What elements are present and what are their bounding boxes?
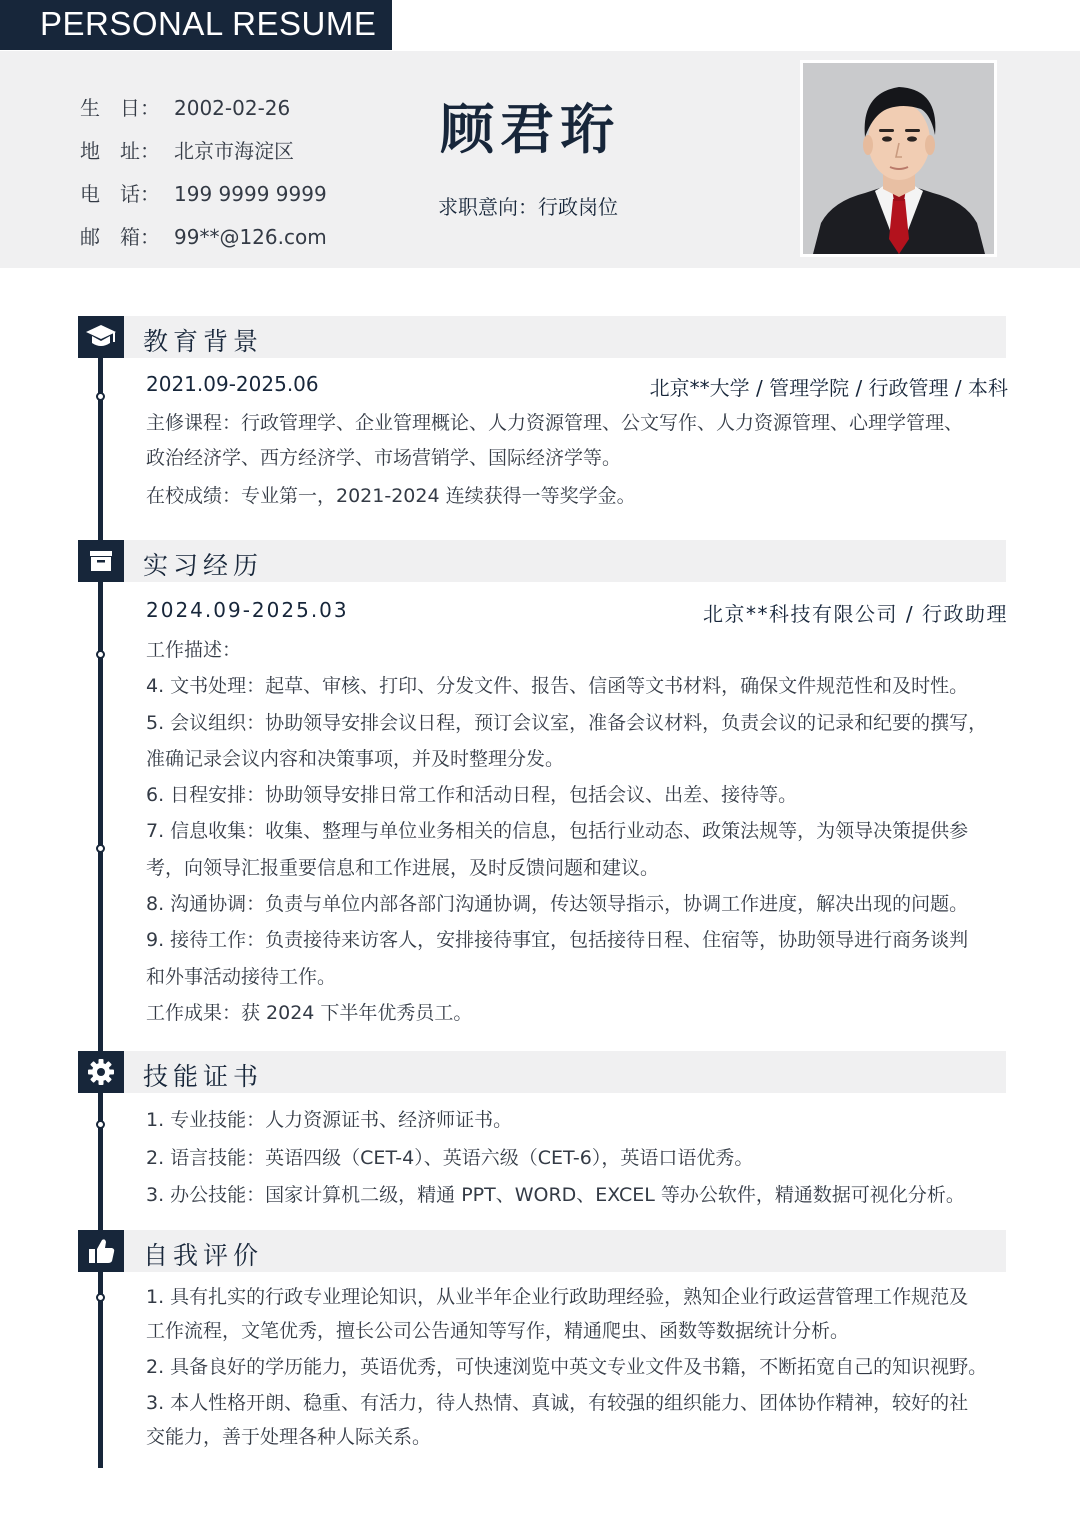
section-title: 实习经历 xyxy=(143,551,264,580)
text-line: 准确记录会议内容和决策事项，并及时整理分发。 xyxy=(146,747,565,770)
timeline-dot xyxy=(96,1120,105,1129)
header-panel xyxy=(0,51,1080,268)
timeline-dot xyxy=(96,650,105,659)
text-line: 6. 日程安排：协助领导安排日常工作和活动日程，包括会议、出差、接待等。 xyxy=(146,784,798,807)
section-header-education xyxy=(78,316,1006,358)
info-label: 电 话： xyxy=(80,182,160,206)
text-line: 主修课程：行政管理学、企业管理概论、人力资源管理、公文写作、人力资源管理、心理学管理、 xyxy=(146,412,964,434)
text-line: 2. 具备良好的学历能力，英语优秀，可快速浏览中英文专业文件及书籍，不断拓宽自己的知识视野。 xyxy=(146,1356,988,1378)
text-line: 2. 语言技能：英语四级（CET-4）、英语六级（CET-6），英语口语优秀。 xyxy=(146,1146,754,1169)
section-title: 教育背景 xyxy=(143,327,264,356)
section-title: 技能证书 xyxy=(143,1062,264,1091)
timeline-dot xyxy=(96,392,105,401)
text-line: 工作流程，文笔优秀，擅长公司公告通知等写作，精通爬虫、函数等数据统计分析。 xyxy=(146,1320,850,1342)
info-value: 99**@126.com xyxy=(174,225,327,249)
info-value: 2002-02-26 xyxy=(174,96,291,120)
section-header-skills xyxy=(78,1051,1006,1093)
text-line: 1. 专业技能：人力资源证书、经济师证书。 xyxy=(146,1109,513,1131)
info-value: 北京市海淀区 xyxy=(174,139,294,163)
education-text xyxy=(146,406,1010,514)
text-line: 工作描述： xyxy=(146,639,242,661)
job-intent xyxy=(438,191,618,220)
banner-title: PERSONAL RESUME xyxy=(40,5,377,42)
title-banner xyxy=(0,0,392,50)
text-line: 8. 沟通协调：负责与单位内部各部门沟通协调，传达领导指示，协调工作进度，解决出现的问题。 xyxy=(146,893,969,916)
info-value: 199 9999 9999 xyxy=(174,182,327,206)
timeline-dot xyxy=(96,844,105,853)
text-line: 7. 信息收集：收集、整理与单位业务相关的信息，包括行业动态、政策法规等，为领导决策提供参 xyxy=(146,820,969,843)
text-line: 和外事活动接待工作。 xyxy=(146,965,337,988)
text-line: 3. 办公技能：国家计算机二级，精通 PPT、WORD、EXCEL 等办公软件，精通数据可视化分析。 xyxy=(146,1184,965,1206)
candidate-name: 顾君珩 xyxy=(440,97,620,161)
info-label: 生 日： xyxy=(80,96,160,120)
self-eval-text xyxy=(146,1280,1010,1454)
thumbs-up-icon xyxy=(78,1230,124,1272)
gear-icon xyxy=(78,1051,124,1093)
section-title: 自我评价 xyxy=(143,1241,264,1270)
graduation-cap-icon xyxy=(78,316,124,358)
text-line: 9. 接待工作：负责接待来访客人，安排接待事宜，包括接待日程、住宿等，协助领导进行商务谈判 xyxy=(146,929,969,952)
profile-photo xyxy=(800,60,997,257)
portrait-illustration xyxy=(803,63,994,254)
internship-text xyxy=(146,632,1010,1031)
text-line: 政治经济学、西方经济学、市场营销学、国际经济学等。 xyxy=(146,447,622,469)
text-line: 1. 具有扎实的行政专业理论知识，从业半年企业行政助理经验，熟知企业行政运营管理工作规范及 xyxy=(146,1286,969,1308)
skills-text xyxy=(146,1102,1010,1215)
section-header-self-evaluation xyxy=(78,1230,1006,1272)
job-intent-label: 求职意向： xyxy=(438,195,538,219)
job-intent-value: 行政岗位 xyxy=(538,195,618,219)
info-birthday xyxy=(80,92,290,122)
text-line: 工作成果：获 2024 下半年优秀员工。 xyxy=(146,1001,473,1024)
archive-box-icon xyxy=(78,540,124,582)
text-line: 5. 会议组织：协助领导安排会议日程，预订会议室，准备会议材料，负责会议的记录和纪要的撰写， xyxy=(146,711,988,734)
section-header-internship xyxy=(78,540,1006,582)
info-label: 邮 箱： xyxy=(80,225,160,249)
education-school: 北京**大学 / 管理学院 / 行政管理 / 本科 xyxy=(649,376,1008,400)
internship-company: 北京**科技有限公司 / 行政助理 xyxy=(703,602,1008,626)
text-line: 交能力，善于处理各种人际关系。 xyxy=(146,1426,432,1448)
internship-period: 2024.09-2025.03 xyxy=(146,598,349,622)
text-line: 在校成绩：专业第一，2021-2024 连续获得一等奖学金。 xyxy=(146,485,636,507)
info-address xyxy=(80,135,294,165)
timeline-dot xyxy=(96,1293,105,1302)
text-line: 3. 本人性格开朗、稳重、有活力，待人热情、真诚，有较强的组织能力、团体协作精神，较好的社 xyxy=(146,1392,969,1414)
text-line: 4. 文书处理：起草、审核、打印、分发文件、报告、信函等文书材料，确保文件规范性和及时性。 xyxy=(146,675,969,698)
info-label: 地 址： xyxy=(80,139,160,163)
info-phone xyxy=(80,178,327,208)
text-line: 考，向领导汇报重要信息和工作进展，及时反馈问题和建议。 xyxy=(146,856,660,879)
education-period: 2021.09-2025.06 xyxy=(146,372,319,396)
info-email xyxy=(80,221,327,251)
